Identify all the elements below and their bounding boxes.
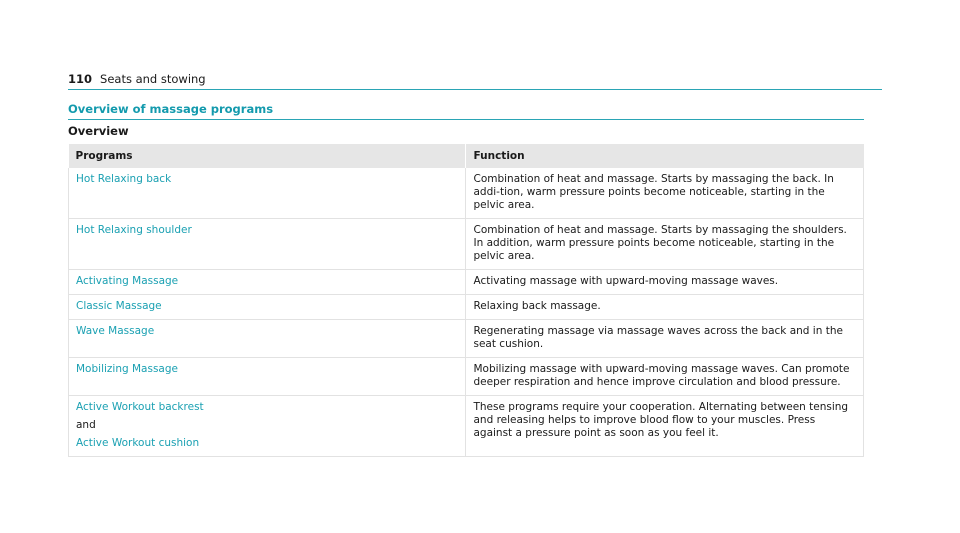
- program-conjunction: and: [76, 419, 96, 431]
- subheading: Overview: [68, 124, 129, 138]
- function-cell: [466, 358, 864, 396]
- table-row: [69, 396, 864, 457]
- function-text: These programs require your cooperation. Alternating between tensing and releasing helps to improve blood flow to your muscles. Press against a pressure point as soon as you feel it.: [473, 401, 849, 439]
- function-cell: [466, 219, 864, 270]
- function-text: Combination of heat and massage. Starts by massaging the back. In addi-tion, warm pressure points become noticeable, starting in the pelvic area.: [473, 173, 834, 211]
- program-cell: [69, 396, 466, 457]
- function-cell: [466, 168, 864, 219]
- program-name: Hot Relaxing back: [76, 173, 172, 185]
- program-cell: [69, 295, 466, 320]
- function-text: Activating massage with upward-moving massage waves.: [473, 275, 779, 287]
- section-name: Seats and stowing: [100, 72, 206, 86]
- page-header: [68, 72, 882, 90]
- massage-programs-table: [68, 144, 864, 457]
- function-cell: [466, 295, 864, 320]
- table-row: [69, 320, 864, 358]
- function-cell: [466, 270, 864, 295]
- table-row: [69, 270, 864, 295]
- program-name: Mobilizing Massage: [76, 363, 178, 375]
- function-text: Combination of heat and massage. Starts by massaging the shoulders. In addition, warm pressure points become noticeable, starting in the pelvic area.: [473, 224, 847, 262]
- function-text: Regenerating massage via massage waves across the back and in the seat cushion.: [473, 325, 843, 350]
- program-name: Activating Massage: [76, 275, 179, 287]
- table-row: [69, 168, 864, 219]
- program-name: Active Workout backrest: [76, 401, 204, 413]
- program-cell: [69, 219, 466, 270]
- program-cell: [69, 358, 466, 396]
- function-text: Mobilizing massage with upward-moving massage waves. Can promote deeper respiration and hence improve circulation and blood pressure.: [473, 363, 850, 388]
- function-cell: [466, 320, 864, 358]
- program-name: Hot Relaxing shoulder: [76, 224, 192, 236]
- table-row: [69, 358, 864, 396]
- program-name: Wave Massage: [76, 325, 155, 337]
- function-cell: [466, 396, 864, 457]
- page-number: 110: [68, 72, 93, 86]
- program-name-2: Active Workout cushion: [76, 437, 200, 449]
- column-header-programs: Programs: [69, 144, 466, 168]
- program-cell: [69, 320, 466, 358]
- table-header-row: [69, 144, 864, 168]
- column-header-function: Function: [466, 144, 864, 168]
- section-title: Overview of massage programs: [68, 102, 864, 120]
- program-cell: [69, 168, 466, 219]
- table-row: [69, 219, 864, 270]
- program-name: Classic Massage: [76, 300, 162, 312]
- function-text: Relaxing back massage.: [473, 300, 601, 312]
- program-cell: [69, 270, 466, 295]
- table-row: [69, 295, 864, 320]
